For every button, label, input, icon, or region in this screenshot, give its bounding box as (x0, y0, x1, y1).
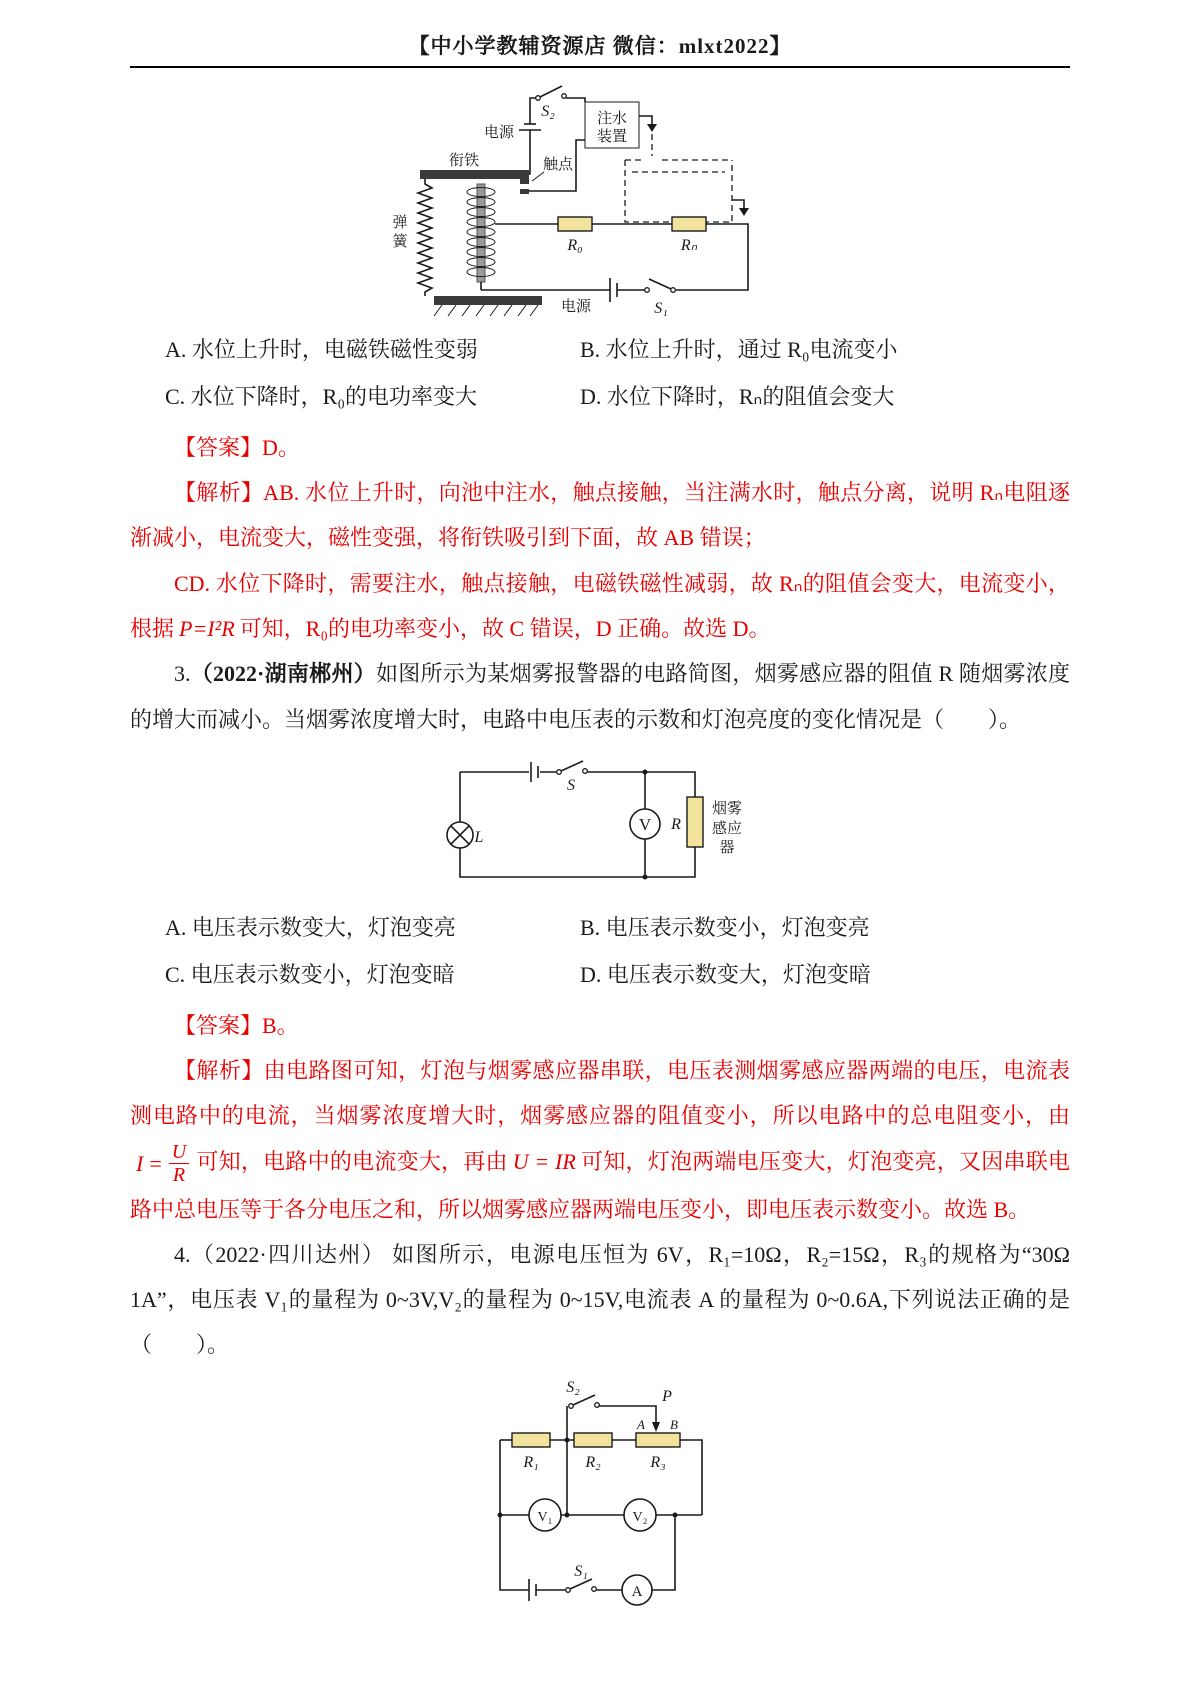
label-l: L (474, 828, 484, 846)
label-v2: V₂ (632, 1509, 648, 1525)
label-device-2: 装置 (596, 129, 628, 145)
q2-analysis-2-text-2: 可知，R₀的电功率变小，故 C 错误，D 正确。故选 D。 (239, 616, 771, 642)
label-b-end: B (670, 1416, 678, 1432)
switch-s1-blade (570, 1579, 592, 1589)
frac-eq: = (149, 1150, 162, 1176)
switch-s2-blade (573, 1395, 595, 1405)
q2-analysis-2 (130, 561, 1070, 652)
resistor-r2 (574, 1433, 612, 1447)
q3-answer: 【答案】B。 (174, 1012, 299, 1038)
base-block (434, 296, 542, 305)
label-spring-2: 簧 (392, 234, 408, 250)
label-power-bottom: 电源 (560, 299, 592, 315)
q3-stem-text: 如图所示为某烟雾报警器的电路简图，烟雾感应器的阻值 R 随烟雾浓度的增大而减小。当烟雾浓度增大时，电路中电压表的示数和灯泡亮度的变化情况是（ ）。 (130, 661, 1070, 732)
spring-zigzag (418, 179, 432, 296)
q3-option-d: D. 电压表示数变大，灯泡变暗 (580, 961, 871, 987)
rheostat-r3 (636, 1433, 680, 1447)
tank-faucet-icon (732, 200, 749, 216)
label-s: S (567, 776, 575, 794)
q2-analysis-1: 【解析】AB. 水位上升时，向池中注水，触点接触，当注满水时，触点分离，说明 Rₙ电阻逐渐减小，电流变大，磁性变强，将衔铁吸引到下面，故 AB 错误； (130, 480, 1070, 551)
label-device-1: 注水 (596, 111, 628, 127)
label-r0: R₀ (567, 237, 583, 254)
label-r: R (671, 815, 681, 833)
q3-circuit-diagram (440, 752, 760, 902)
q4-number: 4. (174, 1241, 191, 1267)
q3-number: 3. (174, 661, 191, 687)
frac-stack (168, 1141, 190, 1187)
switch-s1-blade (649, 279, 671, 289)
label-s2: S₂ (566, 1379, 580, 1396)
label-power-top: 电源 (483, 125, 514, 141)
main-circuit-wires (481, 224, 748, 302)
smoke-sensor-resistor (687, 797, 703, 847)
label-ammeter: A (631, 1583, 643, 1600)
q2-option-b: B. 水位上升时，通过 R₀电流变小 (580, 337, 898, 362)
junction-dot (643, 769, 648, 774)
q3-analysis-text-1: 【解析】由电路图可知，灯泡与烟雾感应器串联，电压表测烟雾感应器两端的电压，电流表测电路中的电流，当烟雾浓度增大时，烟雾感应器的阻值变小，所以电路中的总电阻变小，由 (130, 1058, 1070, 1129)
q4-figure (130, 1380, 1070, 1632)
q3-options (130, 912, 1070, 991)
label-contact: 触点 (542, 157, 574, 173)
label-sensor-2: 感应 (711, 820, 743, 837)
label-v: V (638, 814, 652, 834)
contact-pointer-line (532, 172, 544, 181)
q3-option-c: C. 电压表示数变小，灯泡变暗 (165, 961, 455, 987)
q4-stem-text: 如图所示，电源电压恒为 6V，R₁=10Ω，R₂=15Ω，R₃的规格为“30Ω 1A”，电压表 V₁的量程为 0~3V,V₂的量程为 0~15V,电流表 A 的量程为 0~0.6A,下列说法正确的是（ ）。 (130, 1241, 1070, 1358)
q2-figure (130, 74, 1070, 324)
fraction-i-equals-u-over-r (136, 1141, 190, 1187)
q3-stem (130, 651, 1070, 742)
q2-options (130, 334, 1070, 413)
q3-option-a: A. 电压表示数变大，灯泡变亮 (165, 914, 456, 940)
label-r3: R₃ (650, 1453, 666, 1471)
slider-arrow (652, 1422, 660, 1432)
page-header (130, 30, 1070, 68)
junction-dot (673, 1512, 678, 1517)
label-v1: V₁ (537, 1509, 553, 1525)
junction-dot (565, 1512, 570, 1517)
lamp-icon (447, 822, 473, 848)
q3-analysis-text-2: 可知，电路中的电流变大，再由 (196, 1148, 508, 1174)
switch-s-blade (561, 761, 583, 771)
label-rn: Rₙ (680, 237, 698, 254)
ground-hatching (434, 305, 538, 316)
label-sensor-1: 烟雾 (711, 800, 743, 817)
q2-option-a: A. 水位上升时，电磁铁磁性变弱 (165, 337, 478, 362)
armature-bar (420, 170, 529, 179)
q3-figure (130, 752, 1070, 902)
label-s2: S₂ (541, 103, 555, 120)
label-a-end: A (637, 1416, 645, 1432)
q2-answer: 【答案】D。 (174, 434, 300, 460)
q4-circuit-diagram (470, 1380, 730, 1632)
formula-u-ir: U = IR (512, 1148, 576, 1174)
q3-source: （2022·湖南郴州） (190, 661, 376, 687)
lower-contact (520, 189, 529, 194)
frac-numerator: U (171, 1140, 187, 1163)
label-s1: S₁ (574, 1562, 588, 1580)
q4-source: （2022·四川达州） (190, 1241, 386, 1267)
junction-dot (565, 1437, 570, 1442)
upper-contact (520, 179, 529, 184)
frac-denominator: R (169, 1163, 189, 1186)
q3-option-b: B. 电压表示数变小，灯泡变亮 (580, 914, 870, 940)
formula-p-i2r: P=I²R (179, 616, 235, 642)
q3-analysis-text-3: 可知，灯泡两端电压变大，灯泡变亮，又因串联电路中总电压等于各分电压之和，所以烟雾感应器两端电压变小，即电压表示数变小。故选 B。 (130, 1148, 1070, 1222)
label-p: P (662, 1387, 672, 1405)
q2-circuit-diagram (380, 74, 820, 324)
label-armature: 衔铁 (448, 153, 480, 169)
store-header-title: 【中小学教辅资源店 微信：mlxt2022】 (408, 34, 792, 58)
label-r2: R₂ (585, 1453, 601, 1471)
label-r1: R₁ (523, 1453, 539, 1471)
faucet-icon (639, 116, 657, 132)
label-spring-1: 弹 (392, 215, 408, 231)
label-sensor-3: 器 (719, 839, 735, 856)
frac-lhs: I (136, 1150, 144, 1176)
q2-analysis-2-text-1: CD. 水位下降时，需要注水，触点接触，电磁铁磁性减弱，故 Rₙ的阻值会变大，电流变小，根据 (130, 570, 1070, 642)
water-tank (625, 160, 732, 222)
switch-s2-blade (540, 86, 562, 97)
q2-option-d: D. 水位下降时，Rₙ的阻值会变大 (580, 383, 895, 409)
q3-analysis (130, 1048, 1070, 1232)
q4-stem (130, 1232, 1070, 1368)
resistor-r1 (512, 1433, 550, 1447)
q2-option-c: C. 水位下降时，R₀的电功率变大 (165, 383, 478, 409)
resistor-r0 (558, 217, 592, 231)
junction-dot (498, 1512, 503, 1517)
resistor-rn (672, 217, 706, 231)
junction-dot (643, 874, 648, 879)
label-s1: S₁ (654, 300, 668, 317)
